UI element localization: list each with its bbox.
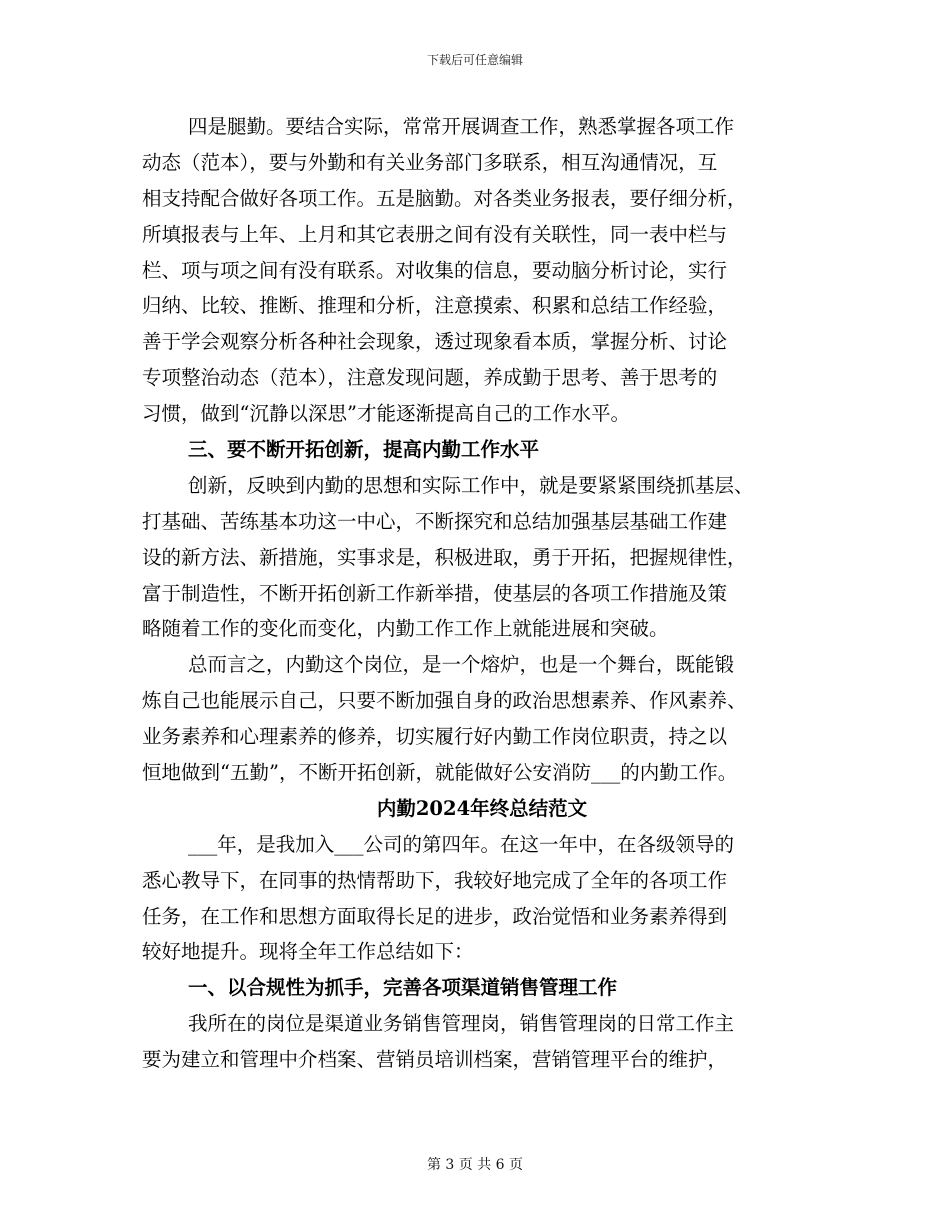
paragraph-line: 四是腿勤。要结合实际，常常开展调查工作，熟悉掌握各项工作 [188, 115, 735, 138]
paragraph-line: 专项整治动态（范本），注意发现问题，养成勤于思考、善于思考的 [142, 366, 718, 390]
paragraph-line: 业务素养和心理素养的修养，切实履行好内勤工作岗位职责，持之以 [142, 725, 728, 749]
paragraph-line: 栏、项与项之间有没有联系。对收集的信息，要动脑分析讨论，实行 [142, 258, 728, 282]
paragraph-line: 略随着工作的变化而变化，内勤工作工作上就能进展和突破。 [142, 617, 669, 641]
paragraph-line: 设的新方法、新措施，实事求是，积极进取，勇于开拓，把握规律性， [142, 545, 747, 569]
paragraph-line: 打基础、苦练基本功这一中心，不断探究和总结加强基层基础工作建 [142, 509, 728, 533]
paragraph-line: 要为建立和管理中介档案、营销员培训档案，营销管理平台的维护， [142, 1048, 728, 1072]
paragraph-line: 归纳、比较、推断、推理和分析，注意摸索、积累和总结工作经验， [142, 294, 728, 318]
page-header: 下载后可任意编辑 [426, 53, 523, 67]
paragraph-line: 所填报表与上年、上月和其它表册之间有没有关联性，同一表中栏与 [142, 222, 728, 246]
section-heading: 一、以合规性为抓手，完善各项渠道销售管理工作 [188, 976, 618, 1000]
paragraph-line: 相支持配合做好各项工作。五是脑勤。对各类业务报表，要仔细分析， [142, 186, 747, 210]
paragraph-line: 善于学会观察分析各种社会现象，透过现象看本质，掌握分析、讨论 [142, 330, 728, 354]
paragraph-line: 总而言之，内勤这个岗位，是一个熔炉，也是一个舞台，既能锻 [188, 653, 735, 677]
paragraph-line: ___年，是我加入___公司的第四年。在这一年中，在各级领导的 [188, 832, 735, 856]
paragraph-line: 炼自己也能展示自己，只要不断加强自身的政治思想素养、作风素养、 [142, 689, 747, 713]
paragraph-line: 恒地做到“五勤”，不断开拓创新，就能做好公安消防___的内勤工作。 [142, 761, 738, 785]
paragraph-line: 富于制造性，不断开拓创新工作新举措，使基层的各项工作措施及策 [142, 581, 728, 605]
paragraph-line: 较好地提升。现将全年工作总结如下： [142, 940, 474, 964]
paragraph-line: 动态（范本），要与外勤和有关业务部门多联系，相互沟通情况，互 [142, 150, 718, 174]
document-title: 内勤2024年终总结范文 [376, 796, 588, 820]
paragraph-line: 我所在的岗位是渠道业务销售管理岗，销售管理岗的日常工作主 [188, 1012, 735, 1036]
paragraph-line: 任务，在工作和思想方面取得长足的进步，政治觉悟和业务素养得到 [142, 904, 728, 928]
page-number: 第 3 页 共 6 页 [426, 1157, 524, 1173]
paragraph-line: 悉心教导下，在同事的热情帮助下，我较好地完成了全年的各项工作 [142, 868, 728, 892]
paragraph-line: 习惯，做到“沉静以深思”才能逐渐提高自己的工作水平。 [142, 402, 630, 426]
section-heading: 三、要不断开拓创新，提高内勤工作水平 [188, 438, 540, 462]
paragraph-line: 创新，反映到内勤的思想和实际工作中，就是要紧紧围绕抓基层、 [188, 473, 754, 497]
document-body [142, 109, 822, 1078]
